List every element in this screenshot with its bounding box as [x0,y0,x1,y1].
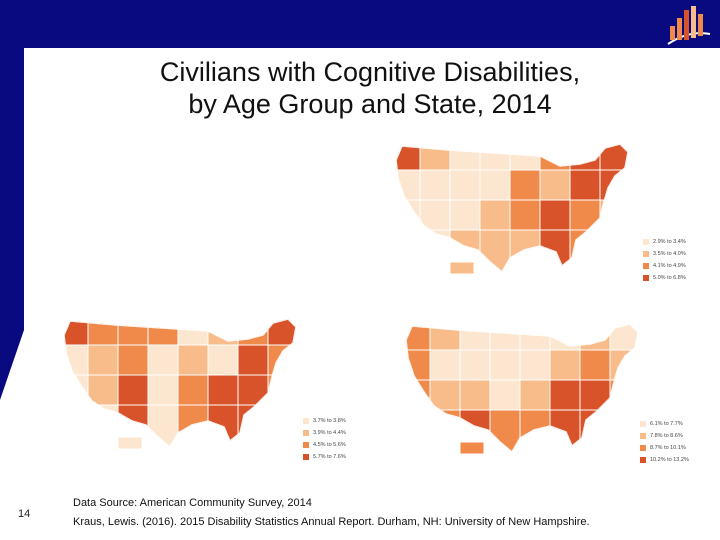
bar-chart-logo-icon [664,4,714,46]
slide-panel [24,48,720,540]
map-2-legend-item [303,439,346,451]
legend-label: 3.5% to 4.0% [653,251,686,257]
legend-label: 5.0% to 6.8% [653,275,686,281]
legend-label: 3.7% to 3.8% [313,418,346,424]
us-map-3 [400,320,645,460]
map-3-legend-item [640,442,689,454]
map-2-legend-item [303,451,346,463]
legend-label: 8.7% to 10.1% [650,445,686,451]
legend-label: 4.5% to 5.6% [313,442,346,448]
header-band [0,0,720,48]
map-1-legend-item [643,236,686,248]
us-map-2 [58,315,303,455]
legend-label: 10.2% to 13.2% [650,457,689,463]
us-map-1 [390,140,635,280]
legend-label: 6.1% to 7.7% [650,421,683,427]
slide-number: 14 [18,508,31,520]
legend-label: 5.7% to 7.6% [313,454,346,460]
left-accent-band [0,0,24,540]
legend-label: 3.9% to 4.4% [313,430,346,436]
map-2-legend-item [303,427,346,439]
map-2-legend-item [303,415,346,427]
map-3-legend [640,418,689,466]
source-line-1: Data Source: American Community Survey, 2014 [73,497,312,509]
slide-title [60,56,680,120]
data-source-note [73,494,590,532]
source-line-2: Kraus, Lewis. (2016). 2015 Disability Statistics Annual Report. Durham, NH: University of New Hampshire. [73,516,590,528]
map-1-legend-item [643,272,686,284]
map-3-legend-item [640,418,689,430]
map-1-legend [643,236,686,284]
map-3-legend-item [640,454,689,466]
map-1-legend-item [643,248,686,260]
title-line-1: Civilians with Cognitive Disabilities, [159,57,581,87]
map-2-legend [303,415,346,463]
legend-label: 2.9% to 3.4% [653,239,686,245]
legend-label: 7.8% to 8.6% [650,433,683,439]
map-3-legend-item [640,430,689,442]
map-1-legend-item [643,260,686,272]
legend-label: 4.1% to 4.9% [653,263,686,269]
title-line-2: by Age Group and State, 2014 [188,89,552,119]
